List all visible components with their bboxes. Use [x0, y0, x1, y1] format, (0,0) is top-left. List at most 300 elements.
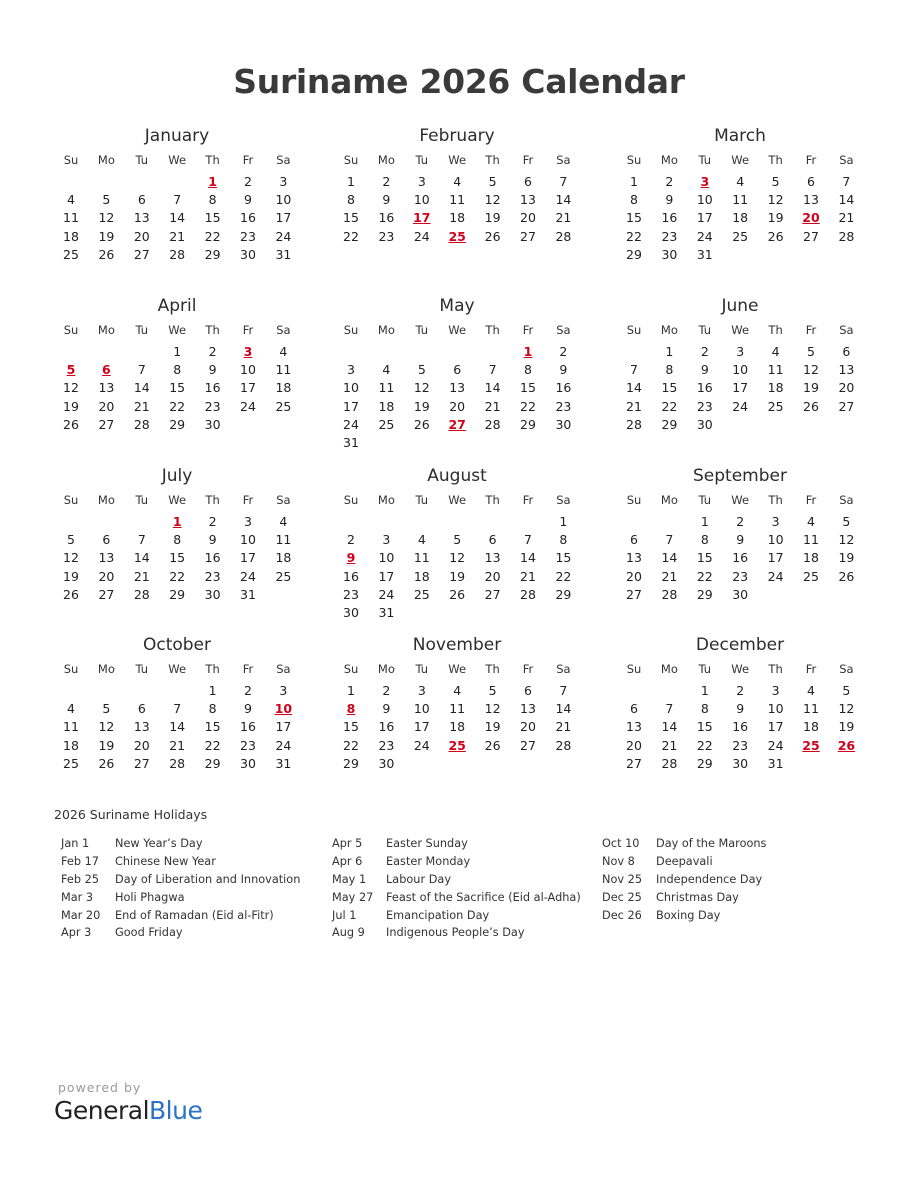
calendar-day: 26 — [767, 228, 784, 244]
holiday-name: Independence Day — [656, 872, 763, 886]
calendar-day: 23 — [204, 398, 221, 414]
calendar-day: 22 — [520, 398, 536, 414]
calendar-day: 5 — [102, 192, 111, 208]
holiday-name: Christmas Day — [656, 890, 739, 904]
calendar-day: 20 — [838, 380, 855, 396]
calendar-day: 5 — [771, 174, 780, 189]
month-2 — [616, 126, 864, 296]
calendar-day: 21 — [520, 568, 536, 584]
calendar-day: 20 — [98, 568, 115, 584]
calendar-day: 19 — [803, 380, 819, 396]
calendar-day: 15 — [696, 719, 713, 735]
calendar-day: 15 — [520, 380, 536, 396]
calendar-day: 1 — [665, 344, 674, 359]
holiday-day: 1 — [172, 514, 182, 529]
brand-blue: Blue — [149, 1096, 203, 1125]
calendar-day: 2 — [382, 683, 391, 698]
calendar-day: 24 — [767, 737, 784, 753]
weekday-header: We — [448, 493, 467, 507]
holiday-day: 5 — [66, 362, 76, 378]
calendar-day: 6 — [453, 362, 462, 378]
calendar-day: 23 — [661, 228, 678, 244]
weekday-header: Th — [205, 153, 220, 167]
calendar-day: 20 — [98, 398, 115, 414]
calendar-day: 4 — [67, 701, 75, 717]
holiday-day: 8 — [346, 701, 356, 717]
weekday-header: Mo — [97, 493, 115, 507]
calendar-day: 12 — [413, 380, 430, 396]
calendar-day: 2 — [736, 683, 745, 698]
weekday-header: We — [448, 323, 467, 337]
calendar-day: 14 — [661, 719, 678, 735]
calendar-day: 27 — [626, 755, 642, 771]
calendar-day: 20 — [133, 228, 150, 244]
calendar-day: 13 — [133, 719, 150, 735]
calendar-day: 29 — [555, 586, 572, 602]
calendar-day: 16 — [661, 210, 678, 226]
calendar-day: 5 — [842, 514, 851, 529]
weekday-header: We — [731, 493, 750, 507]
calendar-day: 25 — [732, 228, 749, 244]
calendar-day: 2 — [347, 532, 355, 548]
weekday-header: Mo — [377, 662, 395, 676]
weekday-header: Tu — [135, 323, 149, 337]
holiday-date: Feb 17 — [61, 854, 99, 868]
calendar-day: 17 — [696, 210, 713, 226]
calendar-day: 1 — [347, 683, 355, 698]
calendar-day: 7 — [488, 362, 497, 378]
weekday-header: We — [168, 662, 187, 676]
calendar-day: 13 — [98, 550, 115, 566]
calendar-day: 13 — [626, 719, 642, 735]
calendar-day: 31 — [240, 586, 256, 602]
calendar-day: 2 — [665, 174, 674, 189]
weekday-header: Mo — [97, 323, 115, 337]
calendar-day: 2 — [244, 174, 252, 189]
calendar-day: 31 — [767, 755, 784, 771]
calendar-day: 10 — [767, 532, 784, 548]
weekday-header: Mo — [660, 493, 678, 507]
calendar-day: 21 — [169, 737, 186, 753]
calendar-day: 21 — [661, 737, 678, 753]
weekday-header: Th — [205, 493, 220, 507]
calendar-day: 26 — [449, 586, 466, 602]
calendar-day: 4 — [382, 362, 391, 378]
calendar-day: 17 — [378, 568, 395, 584]
calendar-day: 15 — [169, 380, 186, 396]
calendar-day: 25 — [275, 568, 292, 584]
weekday-header: Su — [626, 153, 642, 167]
generalblue-logo[interactable] — [54, 1096, 202, 1125]
calendar-day: 3 — [382, 532, 391, 548]
weekday-header: Mo — [660, 323, 678, 337]
calendar-day: 24 — [413, 228, 430, 244]
holiday-name: Emancipation Day — [386, 908, 490, 922]
holiday-date: Dec 25 — [602, 890, 642, 904]
calendar-day: 8 — [208, 192, 217, 208]
calendar-day: 13 — [449, 380, 466, 396]
calendar-day: 13 — [520, 192, 536, 208]
calendar-day: 29 — [169, 416, 186, 432]
calendar-day: 30 — [696, 416, 713, 432]
calendar-day: 15 — [555, 550, 572, 566]
weekday-header: Th — [485, 662, 500, 676]
calendar-day: 24 — [696, 228, 713, 244]
calendar-day: 18 — [449, 719, 466, 735]
calendar-day: 21 — [555, 719, 572, 735]
calendar-day: 16 — [732, 719, 749, 735]
calendar-day: 11 — [449, 701, 466, 717]
calendar-day: 29 — [343, 755, 359, 771]
calendar-day: 5 — [488, 683, 497, 698]
calendar-day: 30 — [732, 755, 749, 771]
month-name: February — [419, 126, 495, 146]
holiday-day: 25 — [448, 228, 466, 244]
weekday-header: Sa — [839, 323, 854, 337]
weekday-header: Su — [63, 323, 79, 337]
calendar-day: 15 — [661, 380, 678, 396]
calendar-day: 29 — [204, 246, 221, 262]
calendar-day: 29 — [169, 586, 186, 602]
weekday-header: Sa — [276, 153, 291, 167]
calendar-day: 28 — [555, 228, 572, 244]
calendar-day: 17 — [275, 210, 292, 226]
weekday-header: We — [448, 662, 467, 676]
weekday-header: Fr — [522, 323, 534, 337]
calendar-day: 15 — [343, 210, 359, 226]
calendar-day: 31 — [275, 755, 292, 771]
weekday-header: Fr — [242, 153, 254, 167]
weekday-header: Tu — [698, 493, 712, 507]
calendar-day: 15 — [204, 719, 221, 735]
weekday-header: We — [168, 493, 187, 507]
weekday-header: Tu — [698, 153, 712, 167]
brand-general: General — [54, 1096, 150, 1125]
calendar-day: 16 — [240, 210, 256, 226]
weekday-header: Sa — [276, 493, 291, 507]
calendar-day: 5 — [842, 683, 851, 698]
calendar-day: 18 — [63, 228, 79, 244]
calendar-day: 9 — [736, 701, 745, 717]
calendar-day: 2 — [382, 174, 391, 189]
calendar-day: 21 — [169, 228, 186, 244]
calendar-day: 25 — [378, 416, 395, 432]
weekday-header: Th — [768, 493, 783, 507]
weekday-header: Su — [626, 662, 642, 676]
calendar-day: 6 — [630, 701, 638, 717]
calendar-day: 7 — [524, 532, 532, 548]
calendar-day: 8 — [700, 701, 709, 717]
calendar-day: 2 — [736, 514, 745, 529]
calendar-day: 16 — [378, 719, 395, 735]
calendar-day: 11 — [803, 532, 819, 548]
calendar-day: 3 — [347, 362, 355, 378]
weekday-header: Fr — [242, 323, 254, 337]
calendar-day: 7 — [665, 532, 674, 548]
calendar-day: 22 — [169, 568, 186, 584]
holiday-date: Nov 25 — [602, 872, 643, 886]
calendar-day: 1 — [208, 683, 217, 698]
calendar-day: 13 — [133, 210, 150, 226]
holiday-date: Feb 25 — [61, 872, 99, 886]
calendar-day: 10 — [413, 192, 430, 208]
calendar-day: 20 — [626, 737, 642, 753]
month-name: July — [161, 466, 193, 486]
calendar-day: 26 — [98, 246, 115, 262]
calendar-day: 30 — [661, 246, 678, 262]
holiday-name: Chinese New Year — [115, 854, 216, 868]
calendar-day: 11 — [275, 532, 292, 548]
month-4 — [333, 296, 581, 466]
weekday-header: Sa — [556, 323, 571, 337]
calendar-day: 3 — [771, 683, 780, 698]
calendar-day: 12 — [449, 550, 466, 566]
weekday-header: We — [731, 323, 750, 337]
calendar-day: 17 — [275, 719, 292, 735]
calendar-day: 28 — [661, 586, 678, 602]
holiday-name: Indigenous People’s Day — [386, 926, 525, 940]
calendar-day: 29 — [626, 246, 642, 262]
calendar-day: 11 — [63, 210, 79, 226]
calendar-day: 23 — [732, 568, 749, 584]
month-name: March — [714, 126, 766, 146]
calendar-day: 26 — [98, 755, 115, 771]
calendar-day: 23 — [240, 737, 256, 753]
calendar-day: 23 — [378, 737, 395, 753]
calendar-day: 7 — [842, 174, 851, 189]
calendar-day: 24 — [343, 416, 359, 432]
calendar-day: 31 — [343, 435, 359, 450]
calendar-day: 19 — [98, 737, 115, 753]
calendar-day: 30 — [204, 416, 221, 432]
calendar-day: 19 — [484, 719, 501, 735]
holiday-name: Easter Sunday — [386, 837, 468, 850]
calendar-day: 16 — [696, 380, 713, 396]
calendar-day: 27 — [803, 228, 819, 244]
calendar-day: 28 — [520, 586, 536, 602]
calendar-day: 15 — [343, 719, 359, 735]
calendar-day: 14 — [169, 719, 186, 735]
weekday-header: Su — [626, 493, 642, 507]
calendar-day: 16 — [732, 550, 749, 566]
holiday-name: Easter Monday — [386, 854, 471, 868]
holiday-date: May 27 — [332, 890, 374, 904]
calendar-day: 15 — [204, 210, 221, 226]
calendar-day: 10 — [240, 362, 256, 378]
calendar-day: 12 — [484, 701, 501, 717]
weekday-header: Th — [205, 662, 220, 676]
calendar-day: 22 — [169, 398, 186, 414]
holiday-day: 17 — [413, 210, 431, 226]
calendar-day: 12 — [98, 210, 115, 226]
weekday-header: Tu — [698, 323, 712, 337]
calendar-day: 6 — [842, 344, 851, 359]
calendar-day: 6 — [488, 532, 497, 548]
weekday-header: Fr — [805, 662, 817, 676]
calendar-day: 29 — [204, 755, 221, 771]
calendar-day: 31 — [275, 246, 292, 262]
calendar-day: 17 — [767, 719, 784, 735]
calendar-day: 17 — [732, 380, 749, 396]
calendar-day: 22 — [626, 228, 642, 244]
calendar-day: 22 — [204, 737, 221, 753]
calendar-day: 18 — [732, 210, 749, 226]
calendar-day: 30 — [555, 416, 572, 432]
calendar-day: 7 — [173, 701, 182, 717]
weekday-header: Sa — [556, 153, 571, 167]
weekday-header: Tu — [135, 153, 149, 167]
calendar-day: 14 — [133, 380, 150, 396]
calendar-day: 24 — [240, 568, 256, 584]
calendar-day: 22 — [343, 737, 359, 753]
calendar-day: 30 — [343, 605, 359, 620]
calendar-day: 12 — [838, 532, 855, 548]
weekday-header: Th — [768, 323, 783, 337]
calendar-day: 21 — [626, 398, 642, 414]
weekday-header: Fr — [805, 153, 817, 167]
calendar-day: 28 — [484, 416, 501, 432]
weekday-header: Th — [768, 153, 783, 167]
calendar-day: 20 — [520, 719, 536, 735]
calendar-day: 25 — [803, 568, 819, 584]
calendar-day: 26 — [803, 398, 819, 414]
calendar-day: 16 — [555, 380, 572, 396]
calendar-day: 19 — [413, 398, 430, 414]
calendar-day: 14 — [838, 192, 855, 208]
calendar-day: 19 — [63, 398, 79, 414]
calendar-day: 12 — [767, 192, 784, 208]
calendar-day: 1 — [630, 174, 638, 189]
calendar-day: 3 — [736, 344, 745, 359]
weekday-header: Su — [343, 153, 359, 167]
calendar-day: 1 — [700, 683, 709, 698]
calendar-day: 2 — [559, 344, 568, 359]
month-7 — [333, 466, 581, 636]
calendar-day: 14 — [555, 192, 572, 208]
calendar-day: 9 — [700, 362, 709, 378]
calendar-day: 21 — [484, 398, 501, 414]
calendar-day: 8 — [347, 192, 355, 208]
holiday-day: 9 — [346, 550, 356, 566]
holiday-day: 1 — [208, 174, 217, 189]
calendar-day: 28 — [133, 416, 150, 432]
holiday-day: 6 — [102, 362, 111, 378]
calendar-day: 27 — [520, 228, 536, 244]
calendar-day: 4 — [417, 532, 426, 548]
weekday-header: Tu — [415, 323, 429, 337]
calendar-day: 3 — [279, 174, 288, 189]
calendar-day: 11 — [275, 362, 292, 378]
calendar-day: 7 — [665, 701, 674, 717]
calendar-day: 28 — [626, 416, 642, 432]
calendar-day: 8 — [208, 701, 217, 717]
holiday-name: Labour Day — [386, 872, 452, 886]
calendar-day: 19 — [767, 210, 784, 226]
calendar-day: 13 — [803, 192, 819, 208]
calendar-day: 11 — [63, 719, 79, 735]
weekday-header: Mo — [97, 153, 115, 167]
calendar-day: 30 — [732, 586, 749, 602]
holiday-date: Nov 8 — [602, 854, 635, 868]
calendar-day: 10 — [378, 550, 395, 566]
weekday-header: Fr — [805, 323, 817, 337]
calendar-day: 13 — [626, 550, 642, 566]
holiday-name: Deepavali — [656, 854, 713, 868]
calendar-day: 6 — [630, 532, 638, 548]
calendar-day: 25 — [63, 755, 79, 771]
calendar-day: 9 — [208, 362, 217, 378]
calendar-day: 9 — [244, 701, 252, 717]
weekday-header: Su — [343, 662, 359, 676]
calendar-day: 4 — [807, 514, 815, 529]
calendar-day: 13 — [520, 701, 536, 717]
calendar-day: 3 — [279, 683, 288, 698]
calendar-day: 1 — [347, 174, 355, 189]
calendar-day: 25 — [275, 398, 292, 414]
holiday-day: 3 — [243, 344, 253, 359]
calendar-day: 21 — [555, 210, 572, 226]
weekday-header: Fr — [242, 662, 254, 676]
calendar-day: 8 — [700, 532, 709, 548]
weekday-header: Th — [485, 323, 500, 337]
calendar-day: 18 — [413, 568, 430, 584]
calendar-day: 23 — [732, 737, 749, 753]
calendar-day: 23 — [378, 228, 395, 244]
calendar-day: 22 — [661, 398, 678, 414]
calendar-day: 26 — [63, 416, 79, 432]
calendar-day: 17 — [343, 398, 359, 414]
calendar-day: 16 — [378, 210, 395, 226]
calendar-day: 25 — [63, 246, 79, 262]
holiday-day: 25 — [448, 737, 466, 753]
calendar-day: 12 — [484, 192, 501, 208]
calendar-day: 4 — [453, 683, 462, 698]
holiday-name: Day of Liberation and Innovation — [115, 872, 301, 886]
calendar-day: 11 — [803, 701, 819, 717]
calendar-day: 29 — [696, 755, 713, 771]
weekday-header: Su — [63, 493, 79, 507]
calendar-day: 21 — [133, 398, 150, 414]
calendar-day: 22 — [204, 228, 221, 244]
holiday-date: Dec 26 — [602, 908, 642, 922]
calendar-day: 26 — [413, 416, 430, 432]
holiday-name: Good Friday — [115, 926, 183, 940]
weekday-header: Su — [626, 323, 642, 337]
holiday-date: Apr 5 — [332, 837, 363, 850]
calendar-day: 15 — [696, 550, 713, 566]
month-0 — [53, 126, 301, 296]
holiday-date: Apr 6 — [332, 854, 363, 868]
calendar-day: 23 — [343, 586, 359, 602]
calendar-day: 29 — [696, 586, 713, 602]
calendar-day: 12 — [803, 362, 819, 378]
month-11 — [616, 635, 864, 805]
month-name: April — [157, 296, 197, 316]
calendar-day: 28 — [133, 586, 150, 602]
calendar-day: 17 — [767, 550, 784, 566]
calendar-day: 17 — [413, 719, 430, 735]
calendar-day: 11 — [378, 380, 395, 396]
calendar-day: 23 — [240, 228, 256, 244]
calendar-day: 18 — [275, 550, 292, 566]
holiday-date: Jan 1 — [61, 837, 90, 850]
weekday-header: Mo — [377, 323, 395, 337]
calendar-day: 23 — [555, 398, 572, 414]
weekday-header: Fr — [522, 662, 534, 676]
calendar-day: 14 — [484, 380, 501, 396]
holiday-date: May 1 — [332, 872, 367, 886]
calendar-day: 4 — [771, 344, 780, 359]
